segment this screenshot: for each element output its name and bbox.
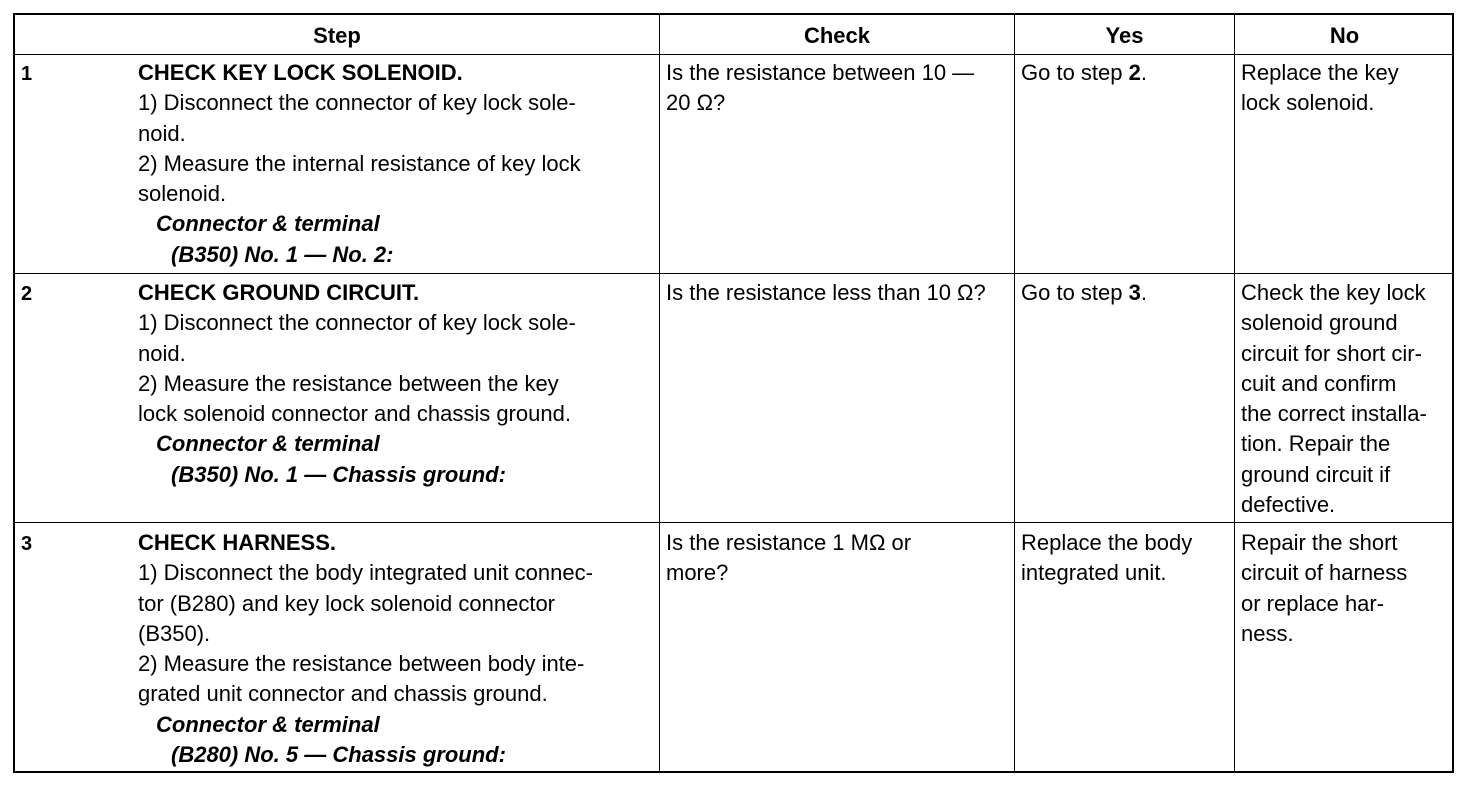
no-line: circuit of harness (1241, 560, 1408, 586)
step-title: CHECK KEY LOCK SOLENOID. (138, 60, 463, 85)
check-line: 20 Ω? (666, 90, 726, 116)
step-number: 1 (21, 63, 33, 85)
step-line: noid. (138, 120, 186, 146)
header-yes: Yes (1105, 22, 1144, 48)
step-line: 1) Disconnect the body integrated unit connec- (138, 560, 593, 586)
no-line: Check the key lock (1241, 280, 1426, 305)
step-description (138, 58, 581, 270)
yes-text (1021, 528, 1192, 589)
diagnostic-table (13, 13, 1454, 773)
yes-prefix: Go to step (1021, 280, 1129, 305)
header-no: No (1329, 22, 1360, 48)
step-number: 3 (21, 533, 33, 555)
step-line: 1) Disconnect the connector of key lock sole- (138, 310, 576, 336)
step-line: noid. (138, 340, 186, 366)
yes-step-ref: 3 (1128, 280, 1141, 305)
yes-line: integrated unit. (1021, 560, 1167, 586)
row-divider (15, 273, 1452, 274)
step-line: grated unit connector and chassis ground. (138, 681, 548, 707)
column-divider (659, 15, 660, 771)
no-line: Replace the key (1241, 60, 1399, 85)
no-text (1241, 278, 1427, 520)
no-line: circuit for short cir- (1241, 340, 1422, 366)
no-line: solenoid ground (1241, 310, 1398, 336)
header-check: Check (803, 22, 871, 48)
check-line: Is the resistance 1 MΩ or (666, 530, 912, 555)
step-line: 2) Measure the resistance between the key (138, 370, 559, 396)
step-line: (B350). (138, 620, 211, 646)
step-line: 2) Measure the internal resistance of key lock (138, 150, 581, 176)
connector-label: Connector & terminal (156, 211, 380, 237)
row-divider (15, 522, 1452, 523)
connector-label: Connector & terminal (156, 431, 380, 457)
no-line: ground circuit if (1241, 461, 1391, 487)
no-line: the correct installa- (1241, 401, 1427, 427)
yes-text (1021, 58, 1147, 88)
yes-suffix: . (1140, 280, 1147, 305)
no-line: or replace har- (1241, 590, 1385, 616)
step-line: lock solenoid connector and chassis ground. (138, 401, 571, 427)
check-line: more? (666, 560, 729, 586)
check-line: Is the resistance less than 10 Ω? (666, 280, 986, 305)
yes-line: Replace the body (1021, 530, 1193, 555)
connector-value: (B350) No. 1 — Chassis ground: (171, 461, 506, 487)
step-number: 2 (21, 283, 33, 305)
step-line: solenoid. (138, 181, 227, 207)
header-step: Step (313, 22, 361, 48)
step-title: CHECK HARNESS. (138, 530, 337, 555)
no-line: cuit and confirm (1241, 370, 1397, 396)
column-divider (1234, 15, 1235, 771)
yes-step-ref: 2 (1128, 60, 1141, 85)
check-text (666, 278, 986, 308)
check-line: Is the resistance between 10 — (666, 60, 975, 85)
yes-text (1021, 278, 1147, 308)
column-divider (1014, 15, 1015, 771)
connector-value: (B350) No. 1 — No. 2: (171, 241, 394, 267)
yes-prefix: Go to step (1021, 60, 1129, 85)
yes-suffix: . (1140, 60, 1147, 85)
no-line: ness. (1241, 620, 1294, 646)
no-line: Repair the short (1241, 530, 1398, 555)
connector-value: (B280) No. 5 — Chassis ground: (171, 742, 506, 768)
step-line: 2) Measure the resistance between body inte- (138, 651, 585, 677)
no-text (1241, 528, 1407, 649)
no-line: tion. Repair the (1241, 431, 1391, 457)
no-line: lock solenoid. (1241, 90, 1375, 116)
step-line: tor (B280) and key lock solenoid connector (138, 590, 556, 616)
no-line: defective. (1241, 492, 1336, 518)
step-description (138, 528, 593, 770)
step-title: CHECK GROUND CIRCUIT. (138, 280, 420, 305)
check-text (666, 58, 974, 119)
step-line: 1) Disconnect the connector of key lock sole- (138, 90, 576, 116)
check-text (666, 528, 911, 589)
no-text (1241, 58, 1399, 119)
connector-label: Connector & terminal (156, 711, 380, 737)
step-description (138, 278, 576, 490)
